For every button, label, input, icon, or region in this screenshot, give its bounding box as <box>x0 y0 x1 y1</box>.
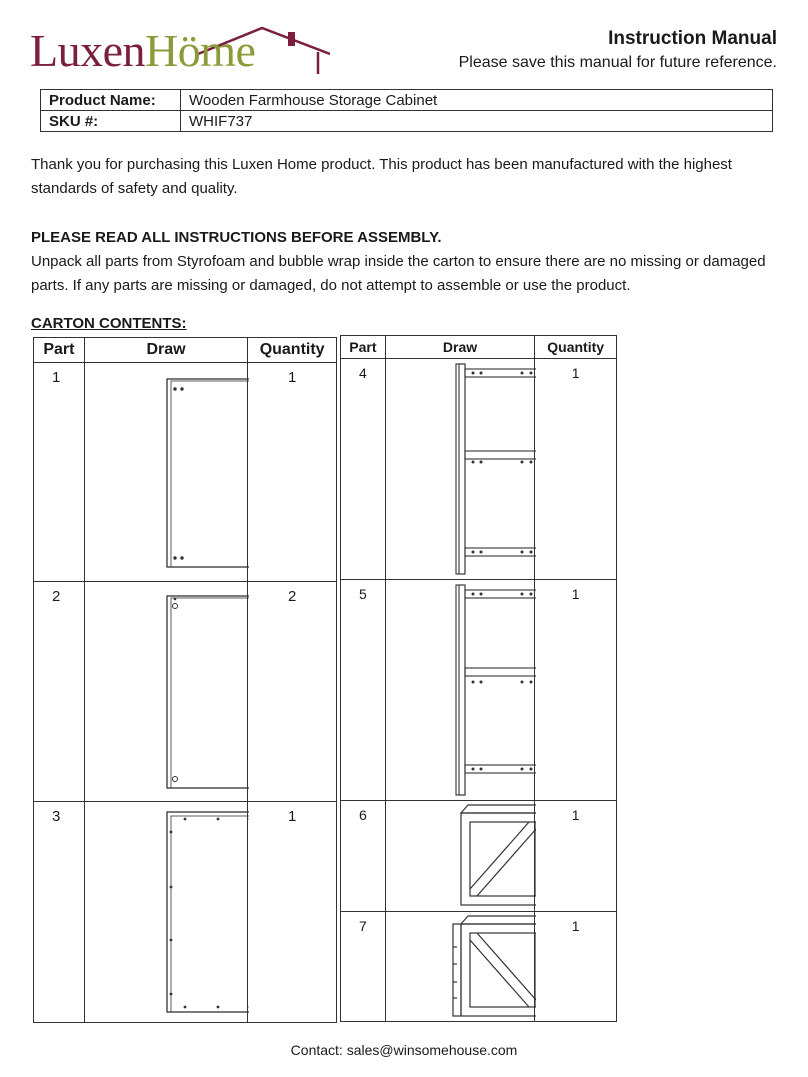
door-diagonal-reverse-icon <box>386 912 536 1022</box>
sku-value: WHIF737 <box>181 111 773 132</box>
parts-table-right <box>340 335 617 1022</box>
col-part-header: Part <box>341 336 386 359</box>
part-drawing-cell <box>84 363 248 582</box>
brand-name-luxen: Luxen <box>30 25 146 76</box>
brand-logo <box>30 14 310 74</box>
intro-paragraph: Thank you for purchasing this Luxen Home product. This product has been manufactured with the highest standards of safety and quality. <box>31 156 732 197</box>
part-quantity: 1 <box>535 801 617 912</box>
col-part-header: Part <box>34 338 85 363</box>
table-row <box>341 359 617 580</box>
part-number: 4 <box>341 359 386 580</box>
part-quantity: 1 <box>248 802 337 1023</box>
part-drawing-cell <box>84 802 248 1023</box>
page-subtitle: Please save this manual for future reference. <box>458 54 777 71</box>
part-number: 6 <box>341 801 386 912</box>
col-draw-header: Draw <box>84 338 248 363</box>
table-row <box>41 90 773 111</box>
part-drawing-cell <box>385 359 535 580</box>
part-number: 2 <box>34 582 85 802</box>
page-title: Instruction Manual <box>608 28 777 49</box>
sku-label: SKU #: <box>41 111 181 132</box>
warning-heading: PLEASE READ ALL INSTRUCTIONS BEFORE ASSEMBLY. <box>31 229 442 246</box>
col-quantity-header: Quantity <box>248 338 337 363</box>
part-quantity: 1 <box>535 359 617 580</box>
product-name-label: Product Name: <box>41 90 181 111</box>
product-info-table <box>40 89 773 132</box>
part-quantity: 1 <box>535 912 617 1022</box>
part-drawing-cell <box>385 912 535 1022</box>
frame-left-icon <box>386 359 536 580</box>
warning-body: Unpack all parts from Styrofoam and bubble wrap inside the carton to ensure there are no missing or damaged parts. If any parts are missing or damaged, do not attempt to assemble or use the product. <box>31 253 766 294</box>
part-drawing-cell <box>385 801 535 912</box>
part-drawing-cell <box>84 582 248 802</box>
part-quantity: 1 <box>248 363 337 582</box>
table-row <box>341 912 617 1022</box>
product-name-value: Wooden Farmhouse Storage Cabinet <box>181 90 773 111</box>
table-row <box>34 802 337 1023</box>
frame-right-icon <box>386 580 536 801</box>
table-header-row <box>341 336 617 359</box>
table-row <box>34 582 337 802</box>
table-row <box>34 363 337 582</box>
carton-contents-heading: CARTON CONTENTS: <box>31 315 187 332</box>
side-panel-icon <box>85 363 249 582</box>
part-quantity: 1 <box>535 580 617 801</box>
part-number: 7 <box>341 912 386 1022</box>
shelf-panel-icon <box>85 582 249 802</box>
brand-name-home: Höme <box>145 25 256 76</box>
part-number: 5 <box>341 580 386 801</box>
parts-table-left <box>33 337 337 1023</box>
brand-name <box>30 25 256 76</box>
part-quantity: 2 <box>248 582 337 802</box>
part-drawing-cell <box>385 580 535 801</box>
part-number: 1 <box>34 363 85 582</box>
back-panel-icon <box>85 802 249 1023</box>
table-row <box>341 580 617 801</box>
table-row <box>341 801 617 912</box>
table-row <box>41 111 773 132</box>
table-header-row <box>34 338 337 363</box>
contact-footer: Contact: sales@winsomehouse.com <box>290 1042 518 1058</box>
part-number: 3 <box>34 802 85 1023</box>
col-quantity-header: Quantity <box>535 336 617 359</box>
door-diagonal-icon <box>386 801 536 912</box>
col-draw-header: Draw <box>385 336 535 359</box>
